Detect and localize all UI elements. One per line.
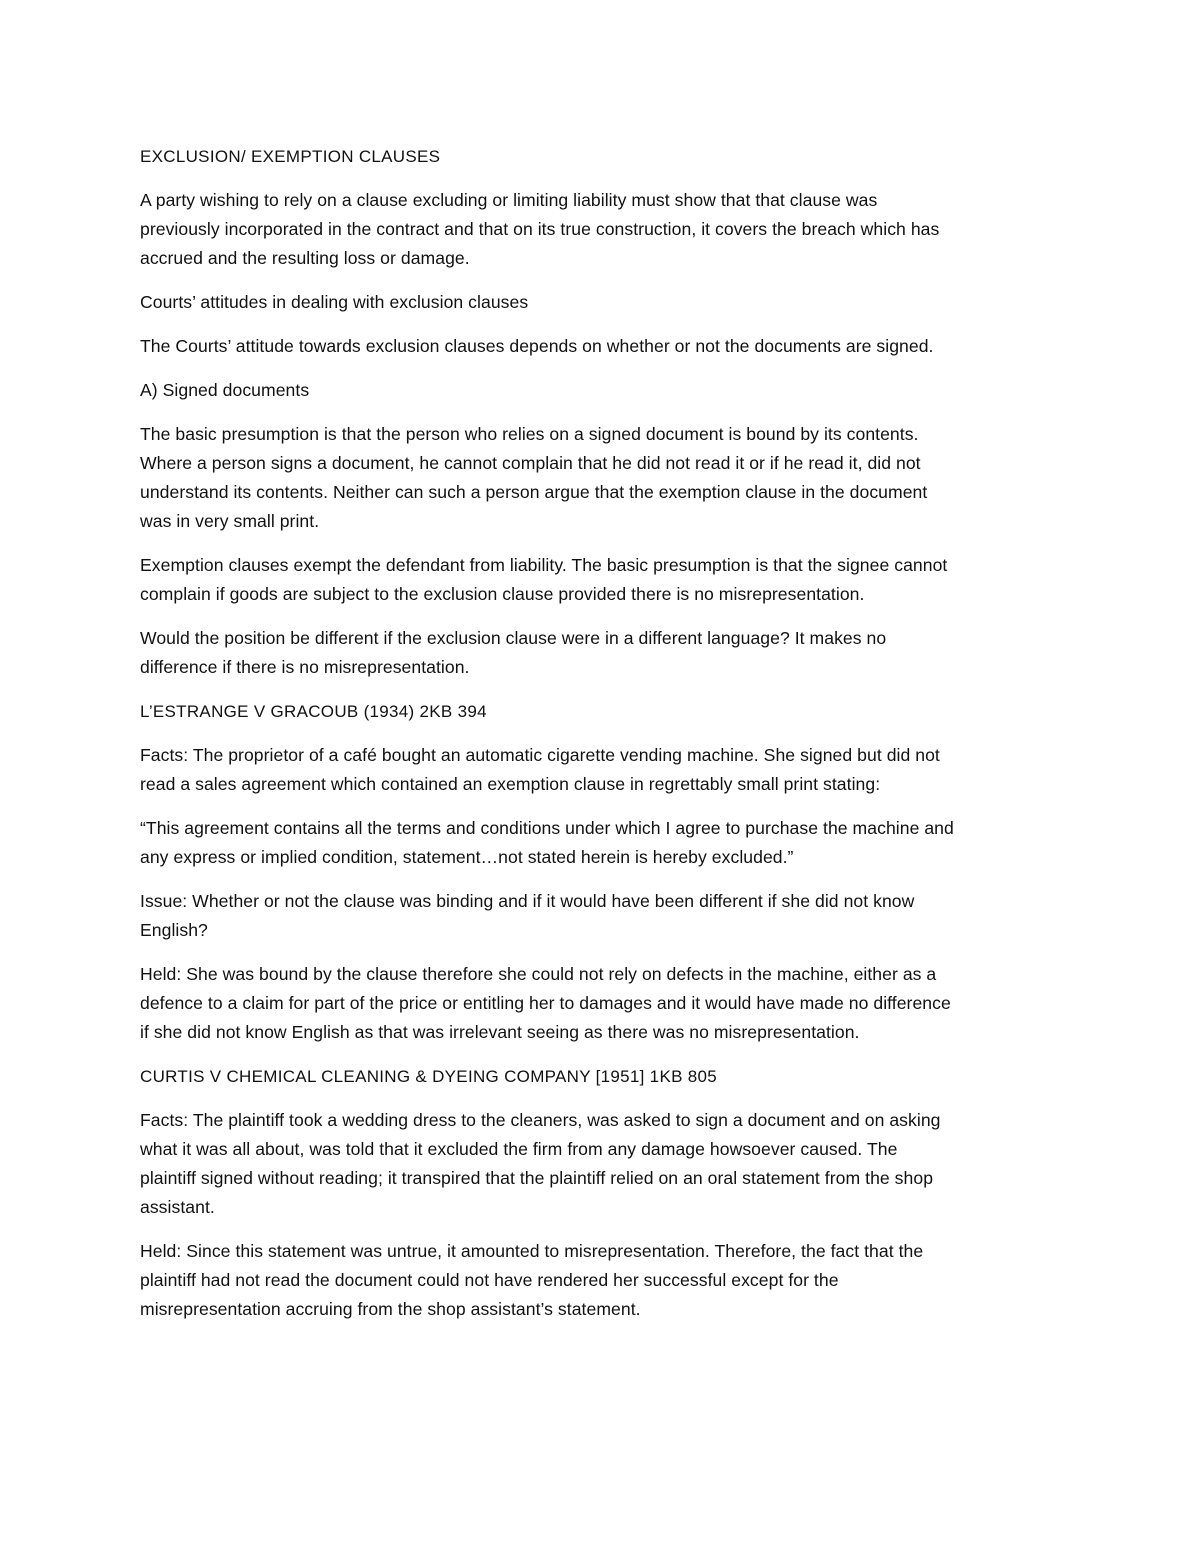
- text-line: Exemption clauses exempt the defendant from liability. The basic presumption is that the signee cannot: [140, 555, 948, 575]
- text-line: what it was all about, was told that it excluded the firm from any damage howsoever caused. The: [140, 1139, 898, 1159]
- language-paragraph: [140, 624, 1060, 682]
- text-line: Held: She was bound by the clause therefore she could not rely on defects in the machine, either as a: [140, 964, 937, 984]
- text-line: plaintiff signed without reading; it transpired that the plaintiff relied on an oral statement from the shop: [140, 1168, 934, 1188]
- text-line: plaintiff had not read the document could not have rendered her successful except for the: [140, 1270, 839, 1290]
- text-line: Would the position be different if the exclusion clause were in a different language? It makes no: [140, 628, 887, 648]
- text-line: A party wishing to rely on a clause excluding or limiting liability must show that that clause was: [140, 190, 878, 210]
- text-line: “This agreement contains all the terms and conditions under which I agree to purchase the machine and: [140, 818, 954, 838]
- case-title: [140, 1062, 1060, 1091]
- case-facts: [140, 741, 1060, 799]
- text-line: difference if there is no misrepresentation.: [140, 657, 470, 677]
- text-line: accrued and the resulting loss or damage.: [140, 248, 470, 268]
- text-line: A) Signed documents: [140, 380, 310, 400]
- case-facts: [140, 1106, 1060, 1222]
- text-line: if she did not know English as that was irrelevant seeing as there was no misrepresentation.: [140, 1022, 860, 1042]
- presumption-paragraph: [140, 420, 1060, 536]
- text-line: English?: [140, 920, 208, 940]
- text-line: CURTIS V CHEMICAL CLEANING & DYEING COMPANY [1951] 1KB 805: [140, 1067, 718, 1086]
- text-line: Where a person signs a document, he cannot complain that he did not read it or if he read it, did not: [140, 453, 921, 473]
- exemption-paragraph: [140, 551, 1060, 609]
- text-line: The Courts’ attitude towards exclusion clauses depends on whether or not the documents are signed.: [140, 336, 934, 356]
- text-line: Facts: The proprietor of a café bought an automatic cigarette vending machine. She signed but did not: [140, 745, 940, 765]
- courts-attitude-paragraph: [140, 332, 1060, 361]
- text-line: was in very small print.: [140, 511, 320, 531]
- case-title: [140, 697, 1060, 726]
- document-title: [140, 142, 1060, 171]
- text-line: previously incorporated in the contract and that on its true construction, it covers the breach which has: [140, 219, 940, 239]
- text-line: Issue: Whether or not the clause was binding and if it would have been different if she did not know: [140, 891, 915, 911]
- text-line: understand its contents. Neither can such a person argue that the exemption clause in the document: [140, 482, 928, 502]
- section-heading: [140, 288, 1060, 317]
- text-line: assistant.: [140, 1197, 215, 1217]
- text-line: L’ESTRANGE V GRACOUB (1934) 2KB 394: [140, 702, 487, 721]
- text-line: Facts: The plaintiff took a wedding dress to the cleaners, was asked to sign a document and on asking: [140, 1110, 941, 1130]
- intro-paragraph: [140, 186, 1060, 273]
- document-page: [140, 142, 1060, 1339]
- text-line: EXCLUSION/ EXEMPTION CLAUSES: [140, 147, 441, 166]
- text-line: misrepresentation accruing from the shop assistant’s statement.: [140, 1299, 641, 1319]
- text-line: Courts’ attitudes in dealing with exclusion clauses: [140, 292, 529, 312]
- case-issue: [140, 887, 1060, 945]
- case-held: [140, 1237, 1060, 1324]
- text-line: complain if goods are subject to the exclusion clause provided there is no misrepresentation.: [140, 584, 865, 604]
- case-quote: [140, 814, 1060, 872]
- text-line: Held: Since this statement was untrue, it amounted to misrepresentation. Therefore, the fact that the: [140, 1241, 924, 1261]
- subsection-heading: [140, 376, 1060, 405]
- text-line: defence to a claim for part of the price or entitling her to damages and it would have made no difference: [140, 993, 951, 1013]
- case-held: [140, 960, 1060, 1047]
- text-line: The basic presumption is that the person who relies on a signed document is bound by its contents.: [140, 424, 919, 444]
- text-line: any express or implied condition, statement…not stated herein is hereby excluded.”: [140, 847, 794, 867]
- text-line: read a sales agreement which contained an exemption clause in regrettably small print stating:: [140, 774, 881, 794]
